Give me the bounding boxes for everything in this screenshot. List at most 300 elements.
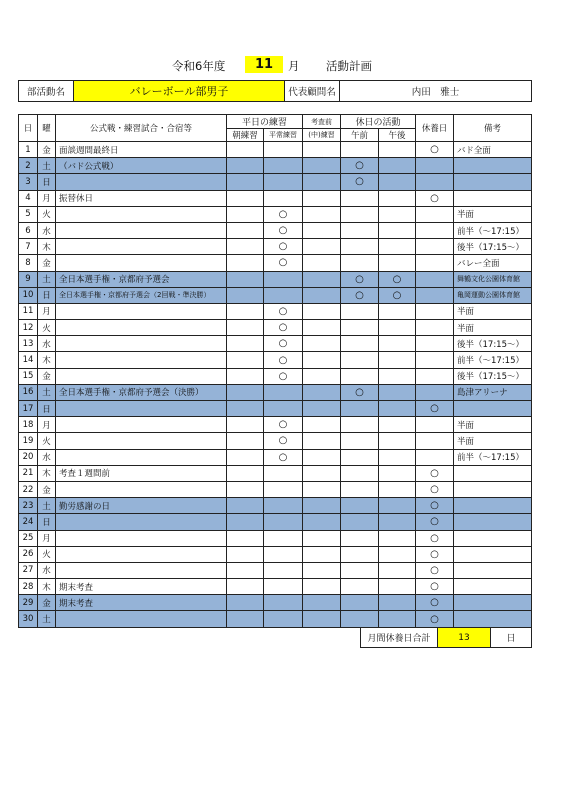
weekday-cell: 金 [38, 142, 56, 158]
holiday-am-cell [341, 595, 379, 611]
normal-practice-cell: ○ [264, 352, 303, 368]
schedule-row [19, 206, 532, 222]
page-title-row [0, 56, 566, 74]
exam-practice-cell [303, 352, 341, 368]
day-cell: 14 [19, 352, 38, 368]
event-cell: 全日本選手権・京都府予選会 [56, 271, 227, 287]
morning-practice-cell [227, 465, 264, 481]
normal-practice-cell [264, 401, 303, 417]
holiday-pm-cell [379, 449, 416, 465]
event-cell [56, 206, 227, 222]
normal-practice-cell: ○ [264, 222, 303, 238]
rest-day-cell [416, 206, 454, 222]
day-cell: 30 [19, 611, 38, 627]
schedule-row [19, 287, 532, 303]
weekday-cell: 土 [38, 384, 56, 400]
holiday-pm-cell [379, 368, 416, 384]
holiday-am-cell [341, 255, 379, 271]
schedule-row [19, 401, 532, 417]
weekday-cell: 木 [38, 465, 56, 481]
morning-practice-cell [227, 579, 264, 595]
morning-practice-cell [227, 239, 264, 255]
day-cell: 25 [19, 530, 38, 546]
note-cell: 亀岡運動公園体育館 [454, 287, 532, 303]
holiday-am-cell [341, 562, 379, 578]
day-cell: 24 [19, 514, 38, 530]
header-am: 午前 [341, 129, 379, 142]
holiday-pm-cell [379, 239, 416, 255]
schedule-row [19, 174, 532, 190]
header-pm: 午後 [379, 129, 416, 142]
morning-practice-cell [227, 142, 264, 158]
note-cell: 半面 [454, 320, 532, 336]
schedule-row [19, 303, 532, 319]
holiday-am-cell [341, 417, 379, 433]
event-cell [56, 336, 227, 352]
holiday-am-cell [341, 449, 379, 465]
holiday-am-cell: ○ [341, 158, 379, 174]
morning-practice-cell [227, 384, 264, 400]
holiday-pm-cell [379, 546, 416, 562]
normal-practice-cell: ○ [264, 206, 303, 222]
advisor-name: 内田 雅士 [340, 81, 532, 102]
rest-day-cell: ○ [416, 579, 454, 595]
day-cell: 15 [19, 368, 38, 384]
exam-practice-cell [303, 303, 341, 319]
schedule-row [19, 562, 532, 578]
holiday-am-cell: ○ [341, 287, 379, 303]
event-cell [56, 320, 227, 336]
schedule-row [19, 546, 532, 562]
note-cell [454, 158, 532, 174]
morning-practice-cell [227, 222, 264, 238]
schedule-row [19, 352, 532, 368]
header-exam-sub: (中)練習 [303, 129, 341, 142]
day-cell: 21 [19, 465, 38, 481]
holiday-pm-cell [379, 514, 416, 530]
holiday-am-cell [341, 206, 379, 222]
weekday-cell: 土 [38, 271, 56, 287]
day-cell: 1 [19, 142, 38, 158]
weekday-cell: 火 [38, 433, 56, 449]
schedule-table [18, 114, 532, 628]
header-morning: 朝練習 [227, 129, 264, 142]
weekday-cell: 金 [38, 255, 56, 271]
normal-practice-cell: ○ [264, 303, 303, 319]
weekday-cell: 火 [38, 320, 56, 336]
note-cell [454, 514, 532, 530]
exam-practice-cell [303, 530, 341, 546]
event-cell [56, 433, 227, 449]
morning-practice-cell [227, 174, 264, 190]
note-cell [454, 465, 532, 481]
event-cell: 勤労感謝の日 [56, 498, 227, 514]
holiday-pm-cell [379, 336, 416, 352]
day-cell: 18 [19, 417, 38, 433]
day-cell: 3 [19, 174, 38, 190]
event-cell: 期末考査 [56, 595, 227, 611]
day-cell: 11 [19, 303, 38, 319]
normal-practice-cell [264, 481, 303, 497]
note-cell: 後半（17:15～） [454, 336, 532, 352]
day-cell: 22 [19, 481, 38, 497]
weekday-cell: 日 [38, 174, 56, 190]
note-cell [454, 562, 532, 578]
day-cell: 10 [19, 287, 38, 303]
rest-day-cell: ○ [416, 611, 454, 627]
event-cell [56, 174, 227, 190]
normal-practice-cell [264, 546, 303, 562]
morning-practice-cell [227, 417, 264, 433]
schedule-row [19, 530, 532, 546]
weekday-cell: 金 [38, 481, 56, 497]
note-cell [454, 611, 532, 627]
exam-practice-cell [303, 320, 341, 336]
day-cell: 6 [19, 222, 38, 238]
note-cell: 島津アリーナ [454, 384, 532, 400]
morning-practice-cell [227, 255, 264, 271]
holiday-pm-cell [379, 255, 416, 271]
day-cell: 16 [19, 384, 38, 400]
holiday-pm-cell [379, 595, 416, 611]
header-notes: 備考 [454, 115, 532, 142]
schedule-row [19, 222, 532, 238]
rest-day-cell [416, 320, 454, 336]
exam-practice-cell [303, 190, 341, 206]
rest-day-cell [416, 174, 454, 190]
weekday-cell: 火 [38, 546, 56, 562]
day-cell: 23 [19, 498, 38, 514]
weekday-cell: 月 [38, 303, 56, 319]
exam-practice-cell [303, 546, 341, 562]
normal-practice-cell: ○ [264, 449, 303, 465]
holiday-pm-cell [379, 465, 416, 481]
rest-day-cell [416, 352, 454, 368]
exam-practice-cell [303, 206, 341, 222]
weekday-cell: 木 [38, 579, 56, 595]
normal-practice-cell: ○ [264, 320, 303, 336]
morning-practice-cell [227, 206, 264, 222]
event-cell [56, 401, 227, 417]
rest-day-cell: ○ [416, 546, 454, 562]
event-cell [56, 222, 227, 238]
holiday-pm-cell [379, 433, 416, 449]
holiday-am-cell [341, 481, 379, 497]
event-cell: 全日本選手権・京都府予選会（2回戦・準決勝） [56, 287, 227, 303]
exam-practice-cell [303, 481, 341, 497]
rest-day-cell [416, 417, 454, 433]
normal-practice-cell: ○ [264, 433, 303, 449]
schedule-row [19, 481, 532, 497]
event-cell [56, 239, 227, 255]
holiday-pm-cell [379, 530, 416, 546]
rest-day-cell: ○ [416, 562, 454, 578]
rest-day-cell [416, 158, 454, 174]
exam-practice-cell [303, 287, 341, 303]
header-normal: 平常練習 [264, 129, 303, 142]
holiday-am-cell [341, 352, 379, 368]
holiday-am-cell [341, 611, 379, 627]
weekday-cell: 日 [38, 401, 56, 417]
event-cell [56, 530, 227, 546]
morning-practice-cell [227, 530, 264, 546]
morning-practice-cell [227, 433, 264, 449]
holiday-pm-cell: ○ [379, 271, 416, 287]
event-cell [56, 368, 227, 384]
schedule-row [19, 142, 532, 158]
event-cell [56, 546, 227, 562]
normal-practice-cell [264, 190, 303, 206]
normal-practice-cell: ○ [264, 417, 303, 433]
weekday-cell: 月 [38, 417, 56, 433]
club-info-table [18, 80, 532, 102]
weekday-cell: 水 [38, 222, 56, 238]
note-cell [454, 595, 532, 611]
event-cell [56, 352, 227, 368]
day-cell: 29 [19, 595, 38, 611]
morning-practice-cell [227, 449, 264, 465]
schedule-row [19, 433, 532, 449]
weekday-cell: 金 [38, 595, 56, 611]
rest-day-cell: ○ [416, 142, 454, 158]
note-cell: 半面 [454, 433, 532, 449]
weekday-cell: 月 [38, 190, 56, 206]
morning-practice-cell [227, 303, 264, 319]
holiday-am-cell [341, 336, 379, 352]
exam-practice-cell [303, 514, 341, 530]
event-cell: 振替休日 [56, 190, 227, 206]
exam-practice-cell [303, 611, 341, 627]
holiday-pm-cell [379, 562, 416, 578]
schedule-row [19, 336, 532, 352]
note-cell [454, 530, 532, 546]
exam-practice-cell [303, 595, 341, 611]
rest-day-cell [416, 449, 454, 465]
weekday-cell: 日 [38, 287, 56, 303]
weekday-cell: 土 [38, 498, 56, 514]
note-cell [454, 481, 532, 497]
exam-practice-cell [303, 579, 341, 595]
normal-practice-cell [264, 530, 303, 546]
holiday-pm-cell [379, 320, 416, 336]
note-cell: 前半（～17:15） [454, 352, 532, 368]
holiday-am-cell [341, 579, 379, 595]
fiscal-year-label: 令和6年度 [172, 59, 226, 73]
rest-day-cell: ○ [416, 481, 454, 497]
normal-practice-cell [264, 384, 303, 400]
total-value: 13 [438, 628, 491, 648]
holiday-am-cell: ○ [341, 384, 379, 400]
normal-practice-cell: ○ [264, 255, 303, 271]
advisor-label: 代表顧問名 [285, 81, 340, 102]
schedule-row [19, 498, 532, 514]
holiday-pm-cell [379, 142, 416, 158]
rest-day-cell [416, 336, 454, 352]
morning-practice-cell [227, 190, 264, 206]
rest-day-cell: ○ [416, 514, 454, 530]
holiday-am-cell [341, 190, 379, 206]
month-number: 11 [245, 56, 283, 73]
exam-practice-cell [303, 449, 341, 465]
weekday-cell: 水 [38, 562, 56, 578]
note-cell: 前半（～17:15） [454, 449, 532, 465]
morning-practice-cell [227, 611, 264, 627]
holiday-pm-cell [379, 417, 416, 433]
note-cell [454, 190, 532, 206]
weekday-cell: 木 [38, 239, 56, 255]
morning-practice-cell [227, 546, 264, 562]
day-cell: 20 [19, 449, 38, 465]
note-cell: 半面 [454, 303, 532, 319]
event-cell: 期末考査 [56, 579, 227, 595]
holiday-am-cell [341, 368, 379, 384]
event-cell [56, 255, 227, 271]
day-cell: 19 [19, 433, 38, 449]
normal-practice-cell [264, 142, 303, 158]
note-cell: 後半（17:15～） [454, 239, 532, 255]
schedule-row [19, 579, 532, 595]
schedule-row [19, 271, 532, 287]
morning-practice-cell [227, 271, 264, 287]
holiday-am-cell [341, 401, 379, 417]
normal-practice-cell [264, 595, 303, 611]
header-event: 公式戦・練習試合・合宿等 [56, 115, 227, 142]
weekday-cell: 日 [38, 514, 56, 530]
holiday-pm-cell [379, 174, 416, 190]
day-cell: 13 [19, 336, 38, 352]
normal-practice-cell: ○ [264, 336, 303, 352]
weekday-cell: 火 [38, 206, 56, 222]
normal-practice-cell [264, 287, 303, 303]
morning-practice-cell [227, 287, 264, 303]
holiday-pm-cell [379, 384, 416, 400]
weekday-cell: 月 [38, 530, 56, 546]
exam-practice-cell [303, 465, 341, 481]
schedule-row [19, 384, 532, 400]
exam-practice-cell [303, 222, 341, 238]
holiday-am-cell: ○ [341, 271, 379, 287]
rest-day-cell [416, 368, 454, 384]
morning-practice-cell [227, 401, 264, 417]
note-cell [454, 174, 532, 190]
exam-practice-cell [303, 271, 341, 287]
morning-practice-cell [227, 336, 264, 352]
exam-practice-cell [303, 255, 341, 271]
monthly-rest-total [360, 627, 532, 648]
rest-day-cell [416, 239, 454, 255]
schedule-row [19, 465, 532, 481]
exam-practice-cell [303, 401, 341, 417]
holiday-pm-cell [379, 222, 416, 238]
note-cell: 後半（17:15～） [454, 368, 532, 384]
weekday-cell: 木 [38, 352, 56, 368]
weekday-cell: 土 [38, 158, 56, 174]
morning-practice-cell [227, 562, 264, 578]
event-cell [56, 417, 227, 433]
normal-practice-cell [264, 174, 303, 190]
event-cell: 全日本選手権・京都府予選会（決勝） [56, 384, 227, 400]
exam-practice-cell [303, 384, 341, 400]
holiday-pm-cell [379, 303, 416, 319]
day-cell: 26 [19, 546, 38, 562]
schedule-row [19, 611, 532, 627]
header-holiday-activity: 休日の活動 [341, 115, 416, 129]
holiday-am-cell [341, 239, 379, 255]
morning-practice-cell [227, 320, 264, 336]
holiday-am-cell: ○ [341, 174, 379, 190]
morning-practice-cell [227, 352, 264, 368]
holiday-am-cell [341, 498, 379, 514]
exam-practice-cell [303, 433, 341, 449]
note-cell [454, 546, 532, 562]
holiday-am-cell [341, 433, 379, 449]
exam-practice-cell [303, 562, 341, 578]
rest-day-cell [416, 433, 454, 449]
normal-practice-cell: ○ [264, 368, 303, 384]
holiday-pm-cell [379, 158, 416, 174]
schedule-row [19, 595, 532, 611]
holiday-am-cell [341, 142, 379, 158]
morning-practice-cell [227, 158, 264, 174]
rest-day-cell: ○ [416, 530, 454, 546]
note-cell: バレー全面 [454, 255, 532, 271]
rest-day-cell: ○ [416, 190, 454, 206]
holiday-pm-cell [379, 206, 416, 222]
schedule-row [19, 239, 532, 255]
holiday-am-cell [341, 530, 379, 546]
rest-day-cell: ○ [416, 465, 454, 481]
schedule-row [19, 255, 532, 271]
morning-practice-cell [227, 595, 264, 611]
exam-practice-cell [303, 336, 341, 352]
note-cell [454, 401, 532, 417]
normal-practice-cell [264, 514, 303, 530]
rest-day-cell [416, 384, 454, 400]
header-weekday: 曜 [38, 115, 56, 142]
note-cell: 半面 [454, 206, 532, 222]
rest-day-cell [416, 303, 454, 319]
header-exam: 考査前 [303, 115, 341, 129]
normal-practice-cell [264, 579, 303, 595]
weekday-cell: 金 [38, 368, 56, 384]
club-name: バレーボール部男子 [74, 81, 285, 102]
month-unit: 月 [288, 59, 300, 73]
exam-practice-cell [303, 368, 341, 384]
day-cell: 17 [19, 401, 38, 417]
day-cell: 2 [19, 158, 38, 174]
day-cell: 27 [19, 562, 38, 578]
rest-day-cell [416, 222, 454, 238]
day-cell: 4 [19, 190, 38, 206]
holiday-am-cell [341, 320, 379, 336]
club-label: 部活動名 [19, 81, 74, 102]
event-cell [56, 481, 227, 497]
holiday-pm-cell [379, 498, 416, 514]
note-cell: 舞鶴文化公園体育館 [454, 271, 532, 287]
day-cell: 12 [19, 320, 38, 336]
holiday-pm-cell: ○ [379, 287, 416, 303]
morning-practice-cell [227, 481, 264, 497]
note-cell: バド全面 [454, 142, 532, 158]
normal-practice-cell: ○ [264, 239, 303, 255]
rest-day-cell [416, 271, 454, 287]
exam-practice-cell [303, 158, 341, 174]
exam-practice-cell [303, 239, 341, 255]
event-cell: （バド公式戦） [56, 158, 227, 174]
normal-practice-cell [264, 271, 303, 287]
rest-day-cell: ○ [416, 401, 454, 417]
normal-practice-cell [264, 562, 303, 578]
